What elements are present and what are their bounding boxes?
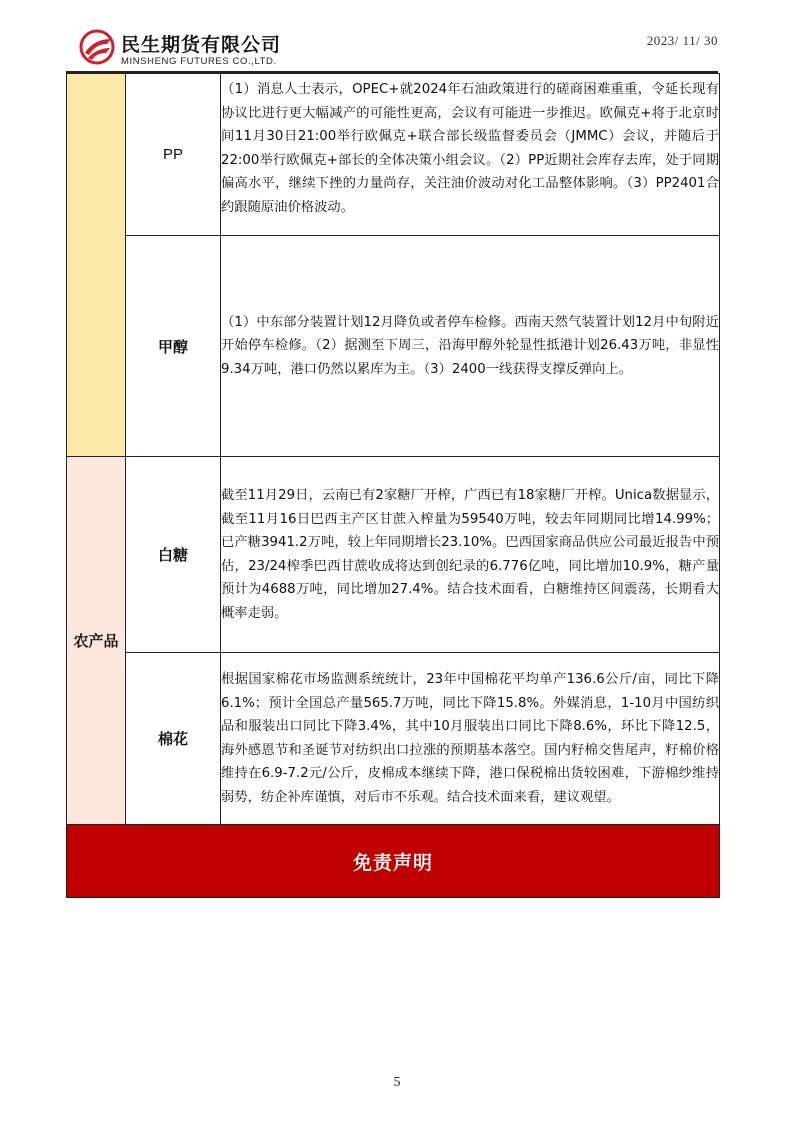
commodity-table [66, 73, 720, 898]
page-number: 5 [393, 1075, 401, 1090]
table-row [67, 236, 720, 457]
product-name: 甲醇 [126, 236, 221, 457]
product-commentary: （1）消息人士表示，OPEC+就2024年石油政策进行的磋商困难重重，令延长现有协议比进行更大幅减产的可能性更高，会议有可能进一步推迟。欧佩克+将于北京时间11月30日21:00举行欧佩克+联合部长级监督委员会（JMMC）会议，并随后于22:00举行欧佩克+部长的全体决策小组会议。（2）PP近期社会库存去库，处于同期偏高水平，继续下挫的力量尚存，关注油价波动对化工品整体影响。（3）PP2401合约跟随原油价格波动。 [221, 74, 720, 236]
minsheng-logo-icon [79, 29, 115, 65]
product-commentary: 截至11月29日，云南已有2家糖厂开榨，广西已有18家糖厂开榨。Unica数据显示，截至11月16日巴西主产区甘蔗入榨量为59540万吨，较去年同期同比增14.99%；已产糖3941.2万吨，较上年同期增长23.10%。巴西国家商品供应公司最近报告中预估，23/24榨季巴西甘蔗收成将达到创纪录的6.776亿吨，同比增加10.9%，糖产量预计为4688万吨，同比增加27.4%。结合技术面看，白糖维持区间震荡，长期看大概率走弱。 [221, 457, 720, 653]
product-commentary: （1）中东部分装置计划12月降负或者停车检修。西南天然气装置计划12月中旬附近开始停车检修。（2）据测至下周三，沿海甲醇外轮显性抵港计划26.43万吨，非显性9.34万吨，港口仍然以累库为主。（3）2400一线获得支撑反弹向上。 [221, 236, 720, 457]
category-agriculture: 农产品 [67, 457, 126, 825]
product-name: 棉花 [126, 653, 221, 825]
disclaimer-row [67, 825, 720, 898]
table-row [67, 74, 720, 236]
product-name: 白糖 [126, 457, 221, 653]
table-row [67, 457, 720, 653]
disclaimer-heading: 免责声明 [67, 825, 720, 898]
page-header [0, 0, 794, 72]
report-date: 2023/ 11/ 30 [646, 33, 718, 48]
company-name-cn: 民生期货有限公司 [121, 34, 282, 56]
category-chemicals [67, 74, 126, 457]
table-row [67, 653, 720, 825]
product-name: PP [126, 74, 221, 236]
product-commentary: 根据国家棉花市场监测系统统计，23年中国棉花平均单产136.6公斤/亩，同比下降6.1%；预计全国总产量565.7万吨，同比下降15.8%。外媒消息，1-10月中国纺织品和服装出口同比下降3.4%，其中10月服装出口同比下降8.6%，环比下降12.5，海外感恩节和圣诞节对纺织出口拉涨的预期基本落空。国内籽棉交售尾声，籽棉价格维持在6.9-7.2元/公斤，皮棉成本继续下降，港口保税棉出货较困难，下游棉纱维持弱势，纺企补库谨慎，对后市不乐观。结合技术面来看，建议观望。 [221, 653, 720, 825]
company-name-en: MINSHENG FUTURES CO.,LTD. [121, 56, 277, 67]
